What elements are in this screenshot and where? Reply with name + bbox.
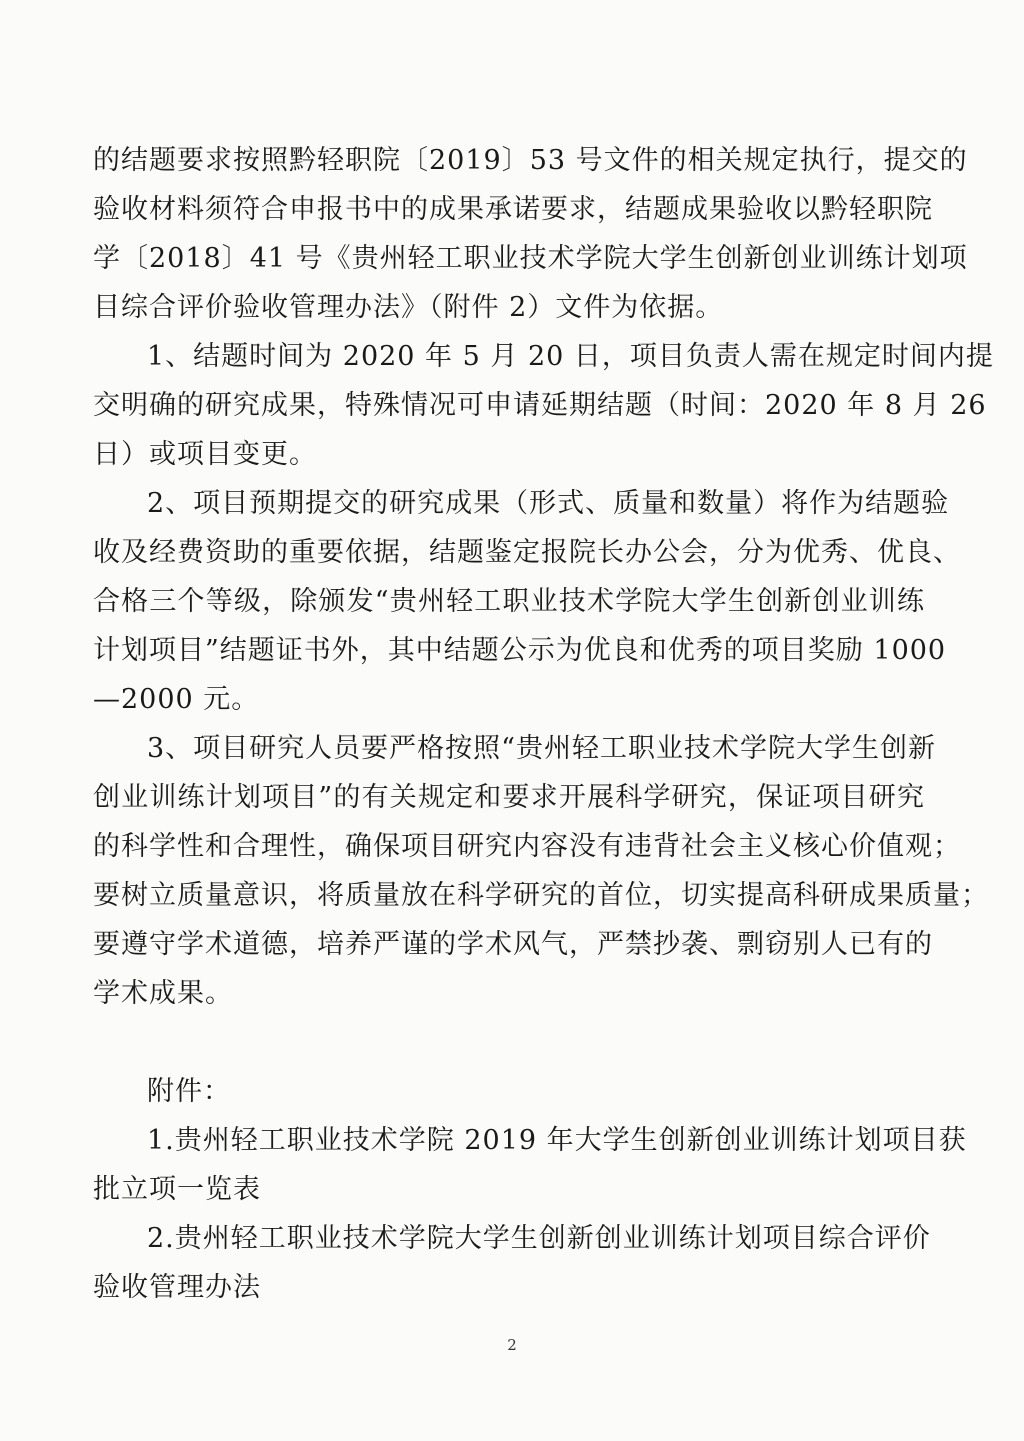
paragraph-gap [93,1018,925,1067]
body-text [93,136,994,1312]
item-3-line: 的科学性和合理性，确保项目研究内容没有违背社会主义核心价值观； [93,831,961,862]
paragraph-line: 验收材料须符合申报书中的成果承诺要求，结题成果验收以黔轻职院 [93,194,933,225]
attachment-2-line: 验收管理办法 [93,1272,261,1303]
item-3-line: 学术成果。 [93,978,233,1009]
paragraph-line: 的结题要求按照黔轻职院〔2019〕53 号文件的相关规定执行，提交的 [93,145,968,176]
item-1-line: 交明确的研究成果，特殊情况可申请延期结题（时间：2020 年 8 月 26 [93,390,987,421]
item-2-line: 2、项目预期提交的研究成果（形式、质量和数量）将作为结题验 [147,488,950,519]
item-1-line: 日）或项目变更。 [93,439,317,470]
attachment-2-line: 2.贵州轻工职业技术学院大学生创新创业训练计划项目综合评价 [147,1223,931,1254]
item-2-line: 收及经费资助的重要依据，结题鉴定报院长办公会，分为优秀、优良、 [93,537,961,568]
item-2-line: —2000 元。 [93,684,260,715]
item-3-line: 3、项目研究人员要严格按照“贵州轻工职业技术学院大学生创新 [147,733,936,764]
attachment-1-line: 批立项一览表 [93,1174,261,1205]
item-3-line: 创业训练计划项目”的有关规定和要求开展科学研究，保证项目研究 [93,782,925,813]
item-2-line: 合格三个等级，除颁发“贵州轻工职业技术学院大学生创新创业训练 [93,586,925,617]
item-3-line: 要树立质量意识，将质量放在科学研究的首位，切实提高科研成果质量； [93,880,989,911]
item-2-line: 计划项目”结题证书外，其中结题公示为优良和优秀的项目奖励 1000 [93,635,947,666]
paragraph-line: 学〔2018〕41 号《贵州轻工职业技术学院大学生创新创业训练计划项 [93,243,968,274]
item-1-line: 1、结题时间为 2020 年 5 月 20 日，项目负责人需在规定时间内提 [147,341,994,372]
attachments-heading: 附件： [147,1076,231,1107]
page-number: 2 [507,1336,517,1354]
item-3-line: 要遵守学术道德，培养严谨的学术风气，严禁抄袭、剽窃别人已有的 [93,929,933,960]
paragraph-line: 目综合评价验收管理办法》（附件 2）文件为依据。 [93,292,724,323]
attachment-1-line: 1.贵州轻工职业技术学院 2019 年大学生创新创业训练计划项目获 [147,1125,967,1156]
